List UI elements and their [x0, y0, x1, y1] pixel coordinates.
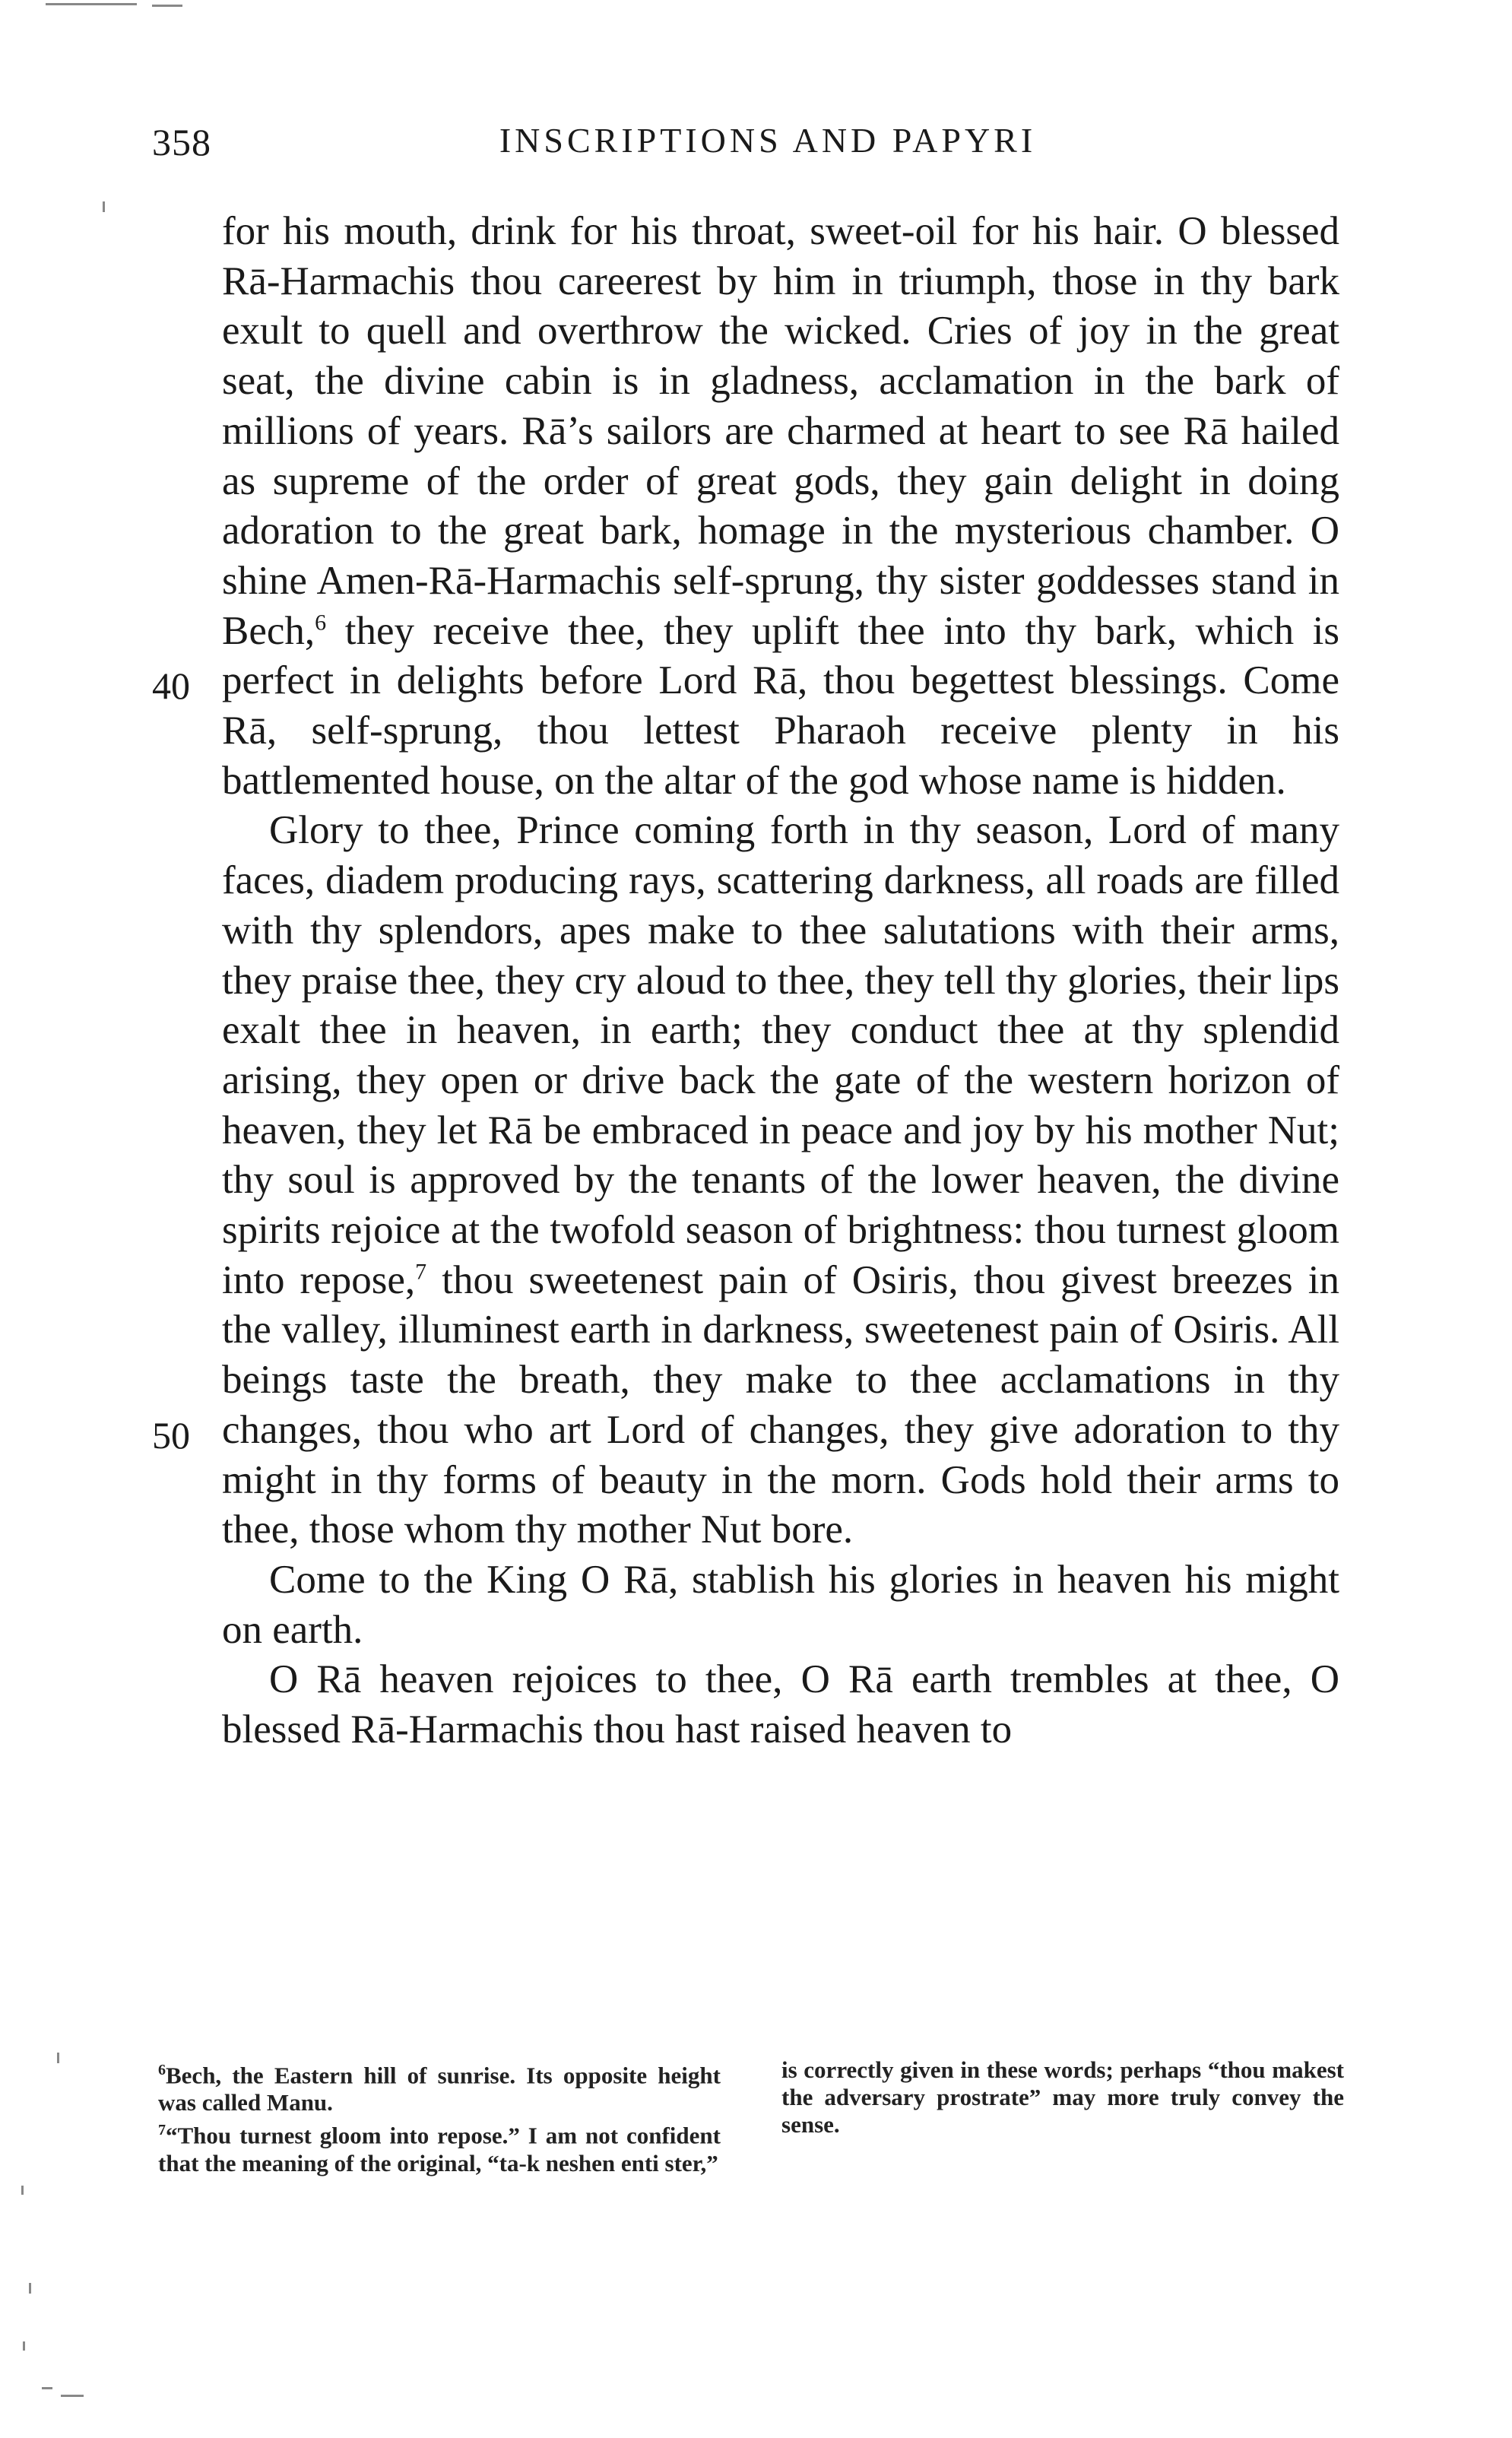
- scan-speck: [152, 5, 182, 7]
- running-head: INSCRIPTIONS AND PAPYRI: [499, 121, 1037, 160]
- page-number: 358: [152, 121, 211, 163]
- scan-speck: [21, 2186, 24, 2195]
- footnote-6: [158, 2056, 721, 2116]
- footnote-ref-7[interactable]: 7: [415, 1259, 427, 1285]
- footnote-7-mark: 7: [158, 2122, 166, 2139]
- paragraph-2: [222, 806, 1339, 1555]
- margin-line-number-50: 50: [152, 1414, 190, 1457]
- footnote-6-mark: 6: [158, 2062, 166, 2078]
- scan-speck: [23, 2341, 25, 2351]
- footnote-7-continued: is correctly given in these words; perhaps “thou makest the adversary prostrate” may more truly convey the sense.: [781, 2056, 1344, 2138]
- footnotes: [158, 2056, 1344, 2177]
- paragraph-4: [222, 1655, 1339, 1755]
- scan-speck: [57, 2053, 59, 2063]
- footnotes-right-column: [781, 2056, 1344, 2177]
- margin-line-number-40: 40: [152, 664, 190, 707]
- text-run: Come to the King O Rā, stablish his glories in heaven his might on earth.: [222, 1557, 1339, 1652]
- scan-speck: [103, 201, 105, 212]
- text-run: they receive thee, they uplift thee into thy bark, which is perfect in delights before Lord Rā, thou begettest blessings. Come Rā, self-sprung, thou lettest Pharaoh receive plenty in his battlemented house, on the altar of the god whose name is hidden.: [222, 608, 1339, 803]
- text-run: O Rā heaven rejoices to thee, O Rā earth trembles at thee, O blessed Rā-Harmachis thou hast raised heaven to: [222, 1657, 1339, 1752]
- paragraph-1: [222, 207, 1339, 806]
- body-text: [222, 207, 1339, 1755]
- paragraph-3: [222, 1555, 1339, 1655]
- page-header: [152, 120, 1353, 173]
- footnote-ref-6[interactable]: 6: [315, 609, 327, 635]
- footnotes-left-column: [158, 2056, 721, 2177]
- text-run: for his mouth, drink for his throat, sweet-oil for his hair. O blessed Rā-Harmachis thou careerest by him in triumph, those in thy bark exult to quell and overthrow the wicked. Cries of joy in the great seat, the divine cabin is in gladness, acclamation in the bark of millions of years. Rā’s sailors are charmed at heart to see Rā hailed as supreme of the order of great gods, they gain delight in doing adoration to the great bark, homage in the mysterious chamber. O shine Amen-Rā-Harmachis self-sprung, thy sister goddesses stand in Bech,: [222, 209, 1339, 653]
- text-run: Glory to thee, Prince coming forth in thy season, Lord of many faces, diadem producing rays, scattering darkness, all roads are filled with thy splendors, apes make to thee salutations with their arms, they praise thee, they cry aloud to thee, they tell thy glories, their lips exalt thee in heaven, in earth; they conduct thee at thy splendid arising, they open or drive back the gate of the western horizon of heaven, they let Rā be embraced in peace and joy by his mother Nut; thy soul is approved by the tenants of the lower heaven, the divine spirits rejoice at the twofold season of brightness: thou turnest gloom into repose,: [222, 808, 1339, 1302]
- footnote-6-text: Bech, the Eastern hill of sunrise. Its opposite height was called Manu.: [158, 2062, 721, 2116]
- scan-speck: [29, 2283, 31, 2294]
- footnote-7-text: “Thou turnest gloom into repose.” I am not confident that the meaning of the original, “ta-k neshen enti ster,”: [158, 2122, 721, 2176]
- scan-speck: [61, 2395, 84, 2397]
- scan-speck: [46, 3, 137, 5]
- text-run: thou sweetenest pain of Osiris, thou givest breezes in the valley, illuminest earth in darkness, sweetenest pain of Osiris. All beings taste the breath, they make to thee acclamations in thy changes, thou who art Lord of changes, they give adoration to thy might in thy forms of beauty in the morn. Gods hold their arms to thee, those whom thy mother Nut bore.: [222, 1257, 1339, 1552]
- footnote-7: [158, 2116, 721, 2176]
- scan-speck: [42, 2387, 52, 2389]
